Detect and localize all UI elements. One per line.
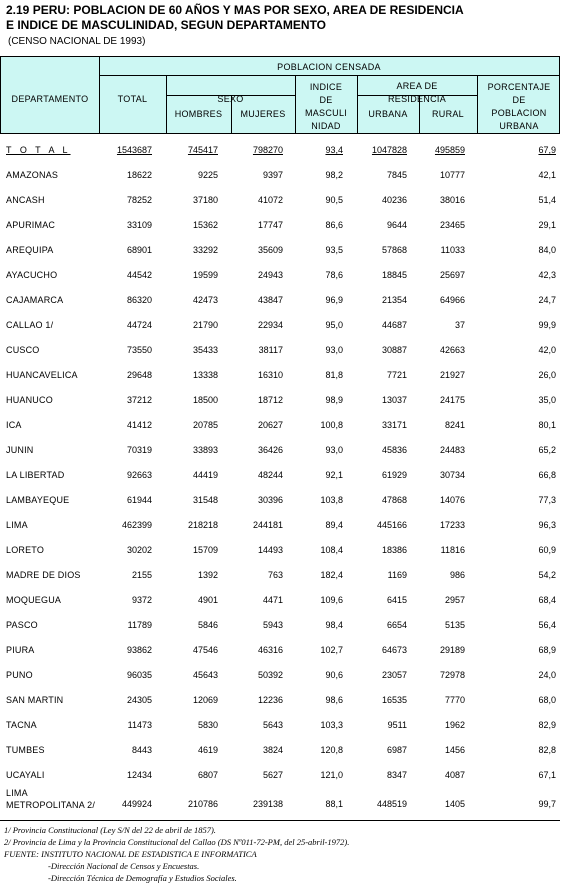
cell-rural: 24175 — [439, 395, 465, 405]
cell-departamento: AMAZONAS — [6, 170, 59, 180]
cell-total: 93862 — [126, 645, 152, 655]
cell-total: 8443 — [131, 745, 152, 755]
table-row — [0, 790, 560, 822]
title-line-1: 2.19 PERU: POBLACION DE 60 AÑOS Y MAS POR SEXO, AREA DE RESIDENCIA — [6, 3, 464, 17]
header-area — [357, 80, 477, 106]
cell-departamento: HUANUCO — [6, 395, 53, 405]
cell-total: 70319 — [126, 445, 152, 455]
header-area-line: RESIDENCIA — [387, 94, 446, 104]
cell-porc: 84,0 — [538, 245, 556, 255]
cell-indice: 86,6 — [325, 220, 343, 230]
cell-porc: 68,4 — [538, 595, 556, 605]
cell-mujeres: 18712 — [257, 395, 283, 405]
cell-rural: 29189 — [439, 645, 465, 655]
header-indice — [295, 81, 357, 133]
cell-hombres: 13338 — [192, 370, 218, 380]
cell-porc: 66,8 — [538, 470, 556, 480]
cell-hombres: 5846 — [197, 620, 218, 630]
cell-indice: 88,1 — [325, 799, 343, 809]
cell-mujeres: 5943 — [262, 620, 283, 630]
table-row — [0, 165, 560, 190]
table-row — [0, 290, 560, 315]
cell-departamento: LIMA — [6, 520, 28, 530]
cell-urbana: 45836 — [381, 445, 407, 455]
cell-indice: 93,0 — [325, 345, 343, 355]
cell-departamento: PIURA — [6, 645, 35, 655]
cell-rural: 5135 — [444, 620, 465, 630]
cell-total: 30202 — [126, 545, 152, 555]
cell-mujeres: 14493 — [257, 545, 283, 555]
cell-indice: 95,0 — [325, 320, 343, 330]
page-title — [6, 3, 464, 33]
header-area-line: AREA DE — [396, 81, 438, 91]
header-total: TOTAL — [117, 94, 148, 104]
table-row — [0, 215, 560, 240]
cell-porc: 82,8 — [538, 745, 556, 755]
header-mujeres: MUJERES — [240, 109, 286, 119]
cell-mujeres: 244181 — [252, 520, 283, 530]
cell-hombres: 18500 — [192, 395, 218, 405]
table-row — [0, 590, 560, 615]
header-indice-line: INDICE — [309, 82, 343, 92]
cell-indice: 120,8 — [320, 745, 343, 755]
table-row — [0, 665, 560, 690]
cell-departamento: JUNIN — [6, 445, 34, 455]
cell-urbana: 8347 — [386, 770, 407, 780]
header-divider — [99, 75, 559, 76]
header-indice-line: DE — [319, 95, 333, 105]
cell-indice: 93,5 — [325, 245, 343, 255]
cell-indice: 93,4 — [325, 145, 343, 155]
cell-rural: 64966 — [439, 295, 465, 305]
cell-mujeres: 30396 — [257, 495, 283, 505]
cell-indice: 96,9 — [325, 295, 343, 305]
cell-porc: 65,2 — [538, 445, 556, 455]
cell-rural: 21927 — [439, 370, 465, 380]
cell-porc: 67,1 — [538, 770, 556, 780]
header-departamento: DEPARTAMENTO — [11, 94, 89, 104]
cell-porc: 96,3 — [538, 520, 556, 530]
cell-total: 24305 — [126, 695, 152, 705]
cell-departamento: LA LIBERTAD — [6, 470, 65, 480]
cell-rural: 23465 — [439, 220, 465, 230]
cell-total: 29648 — [126, 370, 152, 380]
cell-rural: 11033 — [440, 245, 465, 255]
cell-total: 78252 — [126, 195, 152, 205]
cell-hombres: 210786 — [187, 799, 218, 809]
cell-urbana: 64673 — [381, 645, 407, 655]
cell-departamento: AREQUIPA — [6, 245, 54, 255]
cell-departamento: CALLAO 1/ — [6, 320, 54, 330]
cell-departamento: LAMBAYEQUE — [6, 495, 70, 505]
cell-indice: 98,4 — [325, 620, 343, 630]
cell-porc: 51,4 — [538, 195, 556, 205]
cell-total: 462399 — [121, 520, 152, 530]
header-porcentaje-line: URBANA — [499, 121, 539, 131]
table-row — [0, 515, 560, 540]
cell-indice: 182,4 — [320, 570, 343, 580]
cell-rural: 10777 — [439, 170, 465, 180]
cell-departamento: CAJAMARCA — [6, 295, 64, 305]
cell-mujeres: 3824 — [262, 745, 283, 755]
cell-urbana: 23057 — [381, 670, 407, 680]
header-poblacion-censada: POBLACION CENSADA — [277, 62, 381, 72]
table-row — [0, 365, 560, 390]
title-line-2: E INDICE DE MASCULINIDAD, SEGUN DEPARTAMENTO — [6, 18, 327, 32]
table-row — [0, 540, 560, 565]
cell-porc: 24,7 — [538, 295, 556, 305]
cell-total: 61944 — [126, 495, 152, 505]
cell-departamento: HUANCAVELICA — [6, 370, 78, 380]
cell-rural: 11816 — [440, 545, 465, 555]
cell-total: 96035 — [126, 670, 152, 680]
cell-departamento: UCAYALI — [6, 770, 45, 780]
cell-total: 12434 — [126, 770, 152, 780]
cell-mujeres: 798270 — [252, 145, 283, 155]
cell-rural: 7770 — [444, 695, 465, 705]
cell-porc: 29,1 — [538, 220, 556, 230]
cell-total: 41412 — [126, 420, 152, 430]
table-row — [0, 315, 560, 340]
cell-departamento: LIMA METROPOLITANA 2/ — [6, 788, 96, 810]
table-row — [0, 140, 560, 165]
header-hombres: HOMBRES — [174, 109, 223, 119]
table-row — [0, 490, 560, 515]
cell-urbana: 21354 — [381, 295, 407, 305]
source-line: FUENTE: INSTITUTO NACIONAL DE ESTADISTICA E INFORMATICA — [4, 849, 257, 859]
cell-departamento: SAN MARTIN — [6, 695, 64, 705]
cell-urbana: 61929 — [381, 470, 407, 480]
cell-departamento: PUNO — [6, 670, 33, 680]
cell-mujeres: 50392 — [257, 670, 283, 680]
cell-rural: 37 — [454, 320, 465, 330]
cell-rural: 4087 — [444, 770, 465, 780]
cell-urbana: 16535 — [381, 695, 407, 705]
cell-hombres: 45643 — [192, 670, 218, 680]
cell-mujeres: 48244 — [257, 470, 283, 480]
table-row — [0, 190, 560, 215]
cell-total: 1543687 — [116, 145, 152, 155]
cell-hombres: 21790 — [192, 320, 218, 330]
cell-total: 44724 — [126, 320, 152, 330]
cell-hombres: 1392 — [197, 570, 218, 580]
cell-mujeres: 36426 — [257, 445, 283, 455]
table-row — [0, 565, 560, 590]
cell-total: 73550 — [126, 345, 152, 355]
cell-rural: 17233 — [439, 520, 465, 530]
cell-total: 449924 — [121, 799, 152, 809]
table-row — [0, 740, 560, 765]
cell-rural: 30734 — [439, 470, 465, 480]
cell-hombres: 20785 — [192, 420, 218, 430]
header-urbana: URBANA — [368, 109, 408, 119]
cell-hombres: 35433 — [192, 345, 218, 355]
table-row — [0, 340, 560, 365]
table-row — [0, 690, 560, 715]
cell-porc: 80,1 — [538, 420, 556, 430]
header-porcentaje-line: DE — [512, 95, 526, 105]
cell-porc: 54,2 — [538, 570, 556, 580]
cell-hombres: 218218 — [187, 520, 218, 530]
cell-indice: 98,2 — [325, 170, 343, 180]
cell-urbana: 30887 — [381, 345, 407, 355]
cell-rural: 1456 — [444, 745, 465, 755]
header-porcentaje-line: POBLACION — [491, 108, 547, 118]
cell-porc: 77,3 — [538, 495, 556, 505]
cell-indice: 121,0 — [320, 770, 343, 780]
cell-hombres: 33292 — [192, 245, 218, 255]
cell-total: 92663 — [126, 470, 152, 480]
cell-total: 9372 — [131, 595, 152, 605]
cell-mujeres: 239138 — [252, 799, 283, 809]
cell-rural: 986 — [449, 570, 465, 580]
cell-rural: 1405 — [444, 799, 465, 809]
cell-departamento: PASCO — [6, 620, 38, 630]
source-sub-2: -Dirección Técnica de Demografía y Estudios Sociales. — [48, 873, 237, 883]
cell-porc: 67,9 — [538, 145, 556, 155]
cell-porc: 26,0 — [538, 370, 556, 380]
cell-total: 44542 — [126, 270, 152, 280]
cell-indice: 98,9 — [325, 395, 343, 405]
cell-mujeres: 9397 — [262, 170, 283, 180]
cell-total: 11789 — [127, 620, 152, 630]
cell-urbana: 44687 — [381, 320, 407, 330]
cell-mujeres: 38117 — [258, 345, 283, 355]
cell-indice: 100,8 — [320, 420, 343, 430]
cell-total: 33109 — [126, 220, 152, 230]
cell-urbana: 47868 — [381, 495, 407, 505]
cell-porc: 99,7 — [538, 799, 556, 809]
table-row — [0, 240, 560, 265]
table-body — [0, 140, 560, 822]
table-row — [0, 465, 560, 490]
table-row — [0, 415, 560, 440]
table-row — [0, 265, 560, 290]
table-bottom-rule — [0, 820, 560, 821]
cell-total: 86320 — [126, 295, 152, 305]
cell-urbana: 448519 — [376, 799, 407, 809]
cell-departamento: LORETO — [6, 545, 45, 555]
cell-mujeres: 5643 — [262, 720, 283, 730]
cell-rural: 1962 — [444, 720, 465, 730]
cell-mujeres: 12236 — [257, 695, 283, 705]
cell-hombres: 44419 — [192, 470, 218, 480]
cell-urbana: 6654 — [386, 620, 407, 630]
cell-indice: 90,5 — [325, 195, 343, 205]
cell-departamento: TACNA — [6, 720, 37, 730]
cell-urbana: 40236 — [381, 195, 407, 205]
cell-departamento: T O T A L — [6, 145, 71, 155]
table-header — [0, 56, 560, 134]
cell-urbana: 7845 — [386, 170, 407, 180]
cell-indice: 90,6 — [325, 670, 343, 680]
cell-urbana: 57868 — [381, 245, 407, 255]
header-sexo: SEXO — [217, 94, 244, 104]
cell-urbana: 18386 — [381, 545, 407, 555]
cell-mujeres: 16310 — [257, 370, 283, 380]
cell-porc: 42,1 — [538, 170, 556, 180]
cell-indice: 89,4 — [325, 520, 343, 530]
cell-indice: 78,6 — [325, 270, 343, 280]
cell-mujeres: 43847 — [257, 295, 283, 305]
cell-hombres: 19599 — [192, 270, 218, 280]
cell-departamento: MOQUEGUA — [6, 595, 62, 605]
cell-urbana: 13037 — [381, 395, 407, 405]
cell-hombres: 9225 — [197, 170, 218, 180]
cell-total: 18622 — [126, 170, 152, 180]
header-rural: RURAL — [431, 109, 464, 119]
cell-porc: 24,0 — [538, 670, 556, 680]
cell-rural: 38016 — [439, 195, 465, 205]
cell-indice: 103,3 — [320, 720, 343, 730]
cell-mujeres: 41072 — [257, 195, 283, 205]
cell-porc: 68,9 — [538, 645, 556, 655]
table-row — [0, 615, 560, 640]
cell-departamento: TUMBES — [6, 745, 45, 755]
cell-departamento: MADRE DE DIOS — [6, 570, 81, 580]
cell-hombres: 4619 — [197, 745, 218, 755]
cell-mujeres: 4471 — [262, 595, 283, 605]
cell-hombres: 15362 — [192, 220, 218, 230]
header-indice-line: MASCULI — [304, 108, 348, 118]
cell-urbana: 9644 — [386, 220, 407, 230]
cell-mujeres: 20627 — [257, 420, 283, 430]
cell-indice: 98,6 — [325, 695, 343, 705]
cell-indice: 92,1 — [325, 470, 343, 480]
cell-indice: 109,6 — [320, 595, 343, 605]
cell-departamento: ANCASH — [6, 195, 45, 205]
cell-indice: 93,0 — [325, 445, 343, 455]
cell-urbana: 445166 — [376, 520, 407, 530]
cell-mujeres: 35609 — [257, 245, 283, 255]
cell-porc: 82,9 — [538, 720, 556, 730]
cell-departamento: AYACUCHO — [6, 270, 58, 280]
source-sub-1: -Dirección Nacional de Censos y Encuestas. — [48, 861, 200, 871]
cell-hombres: 745417 — [187, 145, 218, 155]
cell-urbana: 7721 — [386, 370, 407, 380]
cell-departamento: ICA — [6, 420, 22, 430]
cell-rural: 42663 — [439, 345, 465, 355]
cell-hombres: 12069 — [192, 695, 218, 705]
cell-hombres: 47546 — [192, 645, 218, 655]
cell-total: 68901 — [126, 245, 152, 255]
cell-hombres: 33893 — [192, 445, 218, 455]
cell-porc: 42,0 — [538, 345, 556, 355]
footnote-1: 1/ Provincia Constitucional (Ley S/N del 22 de abril de 1857). — [4, 825, 216, 835]
cell-hombres: 31548 — [192, 495, 218, 505]
cell-indice: 103,8 — [320, 495, 343, 505]
table-row — [0, 440, 560, 465]
cell-hombres: 15709 — [192, 545, 218, 555]
footnote-2: 2/ Provincia de Lima y la Provincia Constitucional del Callao (DS Nº011-72-PM, del 25-abril-1972). — [4, 837, 350, 847]
cell-total: 2155 — [131, 570, 152, 580]
subtitle: (CENSO NACIONAL DE 1993) — [8, 36, 146, 47]
header-porcentaje-line: PORCENTAJE — [487, 82, 551, 92]
cell-hombres: 42473 — [192, 295, 218, 305]
cell-mujeres: 24943 — [257, 270, 283, 280]
cell-rural: 24483 — [439, 445, 465, 455]
table-row — [0, 715, 560, 740]
cell-departamento: APURIMAC — [6, 220, 56, 230]
cell-total: 11473 — [127, 720, 152, 730]
cell-mujeres: 17747 — [257, 220, 283, 230]
cell-mujeres: 22934 — [257, 320, 283, 330]
cell-rural: 8241 — [444, 420, 465, 430]
header-indice-line: NIDAD — [311, 121, 341, 131]
cell-mujeres: 763 — [267, 570, 283, 580]
cell-porc: 68,0 — [538, 695, 556, 705]
cell-urbana: 9511 — [387, 720, 407, 730]
cell-urbana: 1169 — [387, 570, 407, 580]
cell-porc: 99,9 — [538, 320, 556, 330]
cell-porc: 60,9 — [538, 545, 556, 555]
cell-rural: 25697 — [439, 270, 465, 280]
cell-urbana: 6987 — [386, 745, 407, 755]
cell-indice: 108,4 — [320, 545, 343, 555]
cell-urbana: 18845 — [381, 270, 407, 280]
table-row — [0, 390, 560, 415]
cell-porc: 35,0 — [538, 395, 556, 405]
cell-indice: 81,8 — [325, 370, 343, 380]
cell-rural: 14076 — [439, 495, 465, 505]
cell-hombres: 6807 — [197, 770, 218, 780]
footnotes — [4, 824, 349, 884]
cell-rural: 2957 — [444, 595, 465, 605]
cell-total: 37212 — [126, 395, 152, 405]
cell-urbana: 1047828 — [371, 145, 407, 155]
cell-departamento: CUSCO — [6, 345, 40, 355]
cell-urbana: 33171 — [381, 420, 407, 430]
cell-indice: 102,7 — [320, 645, 343, 655]
cell-mujeres: 5627 — [262, 770, 283, 780]
cell-rural: 72978 — [439, 670, 465, 680]
cell-hombres: 37180 — [192, 195, 218, 205]
cell-hombres: 5830 — [197, 720, 218, 730]
header-porcentaje — [477, 81, 561, 133]
cell-rural: 495859 — [434, 145, 465, 155]
cell-porc: 42,3 — [538, 270, 556, 280]
cell-hombres: 4901 — [197, 595, 218, 605]
table-row — [0, 640, 560, 665]
cell-mujeres: 46316 — [257, 645, 283, 655]
cell-urbana: 6415 — [386, 595, 407, 605]
cell-porc: 56,4 — [538, 620, 556, 630]
